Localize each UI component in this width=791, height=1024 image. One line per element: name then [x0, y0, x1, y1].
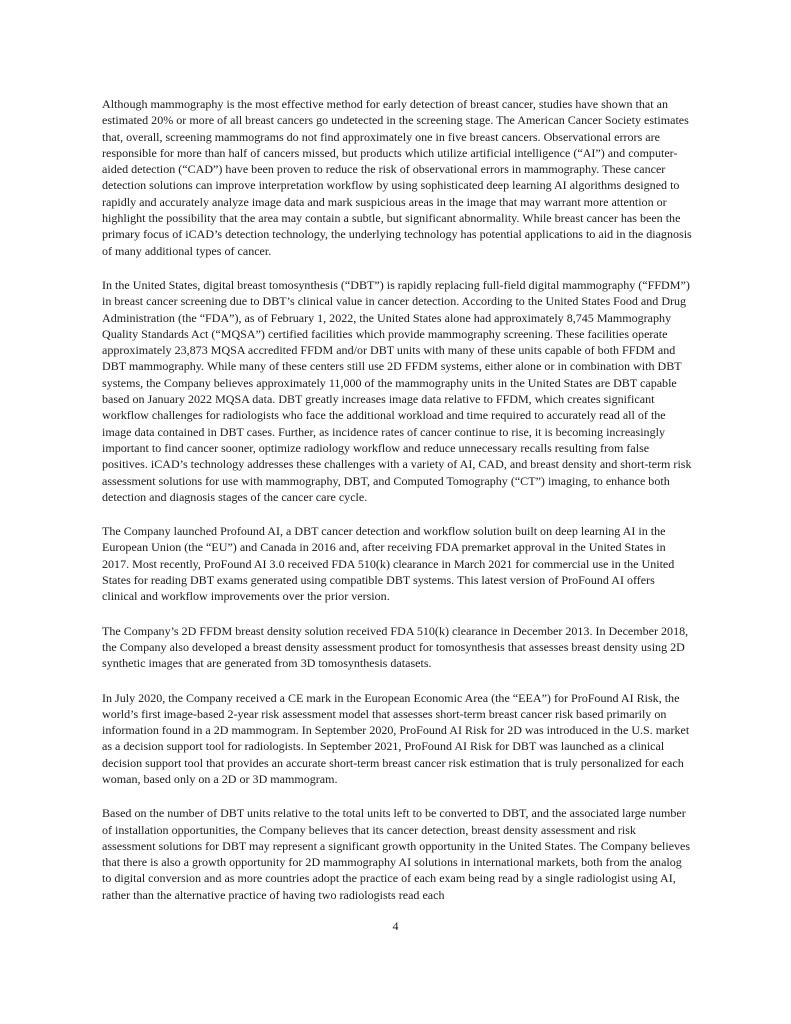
paragraph-risk-assessment: In July 2020, the Company received a CE mark in the European Economic Area (the “EEA”) for ProFound AI Risk, the world’s first image-based 2-year risk assessment model that assesses short-term breast cancer risk based primarily on information found in a 2D mammogram. In September 2020, ProFound AI Risk for 2D was introduced in the U.S. market as a decision support tool for radiologists. In September 2021, ProFound AI Risk for DBT was launched as a clinical decision support tool that provides an accurate short-term breast cancer risk estimation that is truly personalized for each woman, based only on a 2D or 3D mammogram.	[102, 690, 690, 786]
paragraph-breast-density: The Company’s 2D FFDM breast density solution received FDA 510(k) clearance in December 2013. In December 2018, the Company also developed a breast density assessment product for tomosynthesis that assesses breast density using 2D synthetic images that are generated from 3D tomosynthesis datasets.	[102, 623, 689, 671]
page-number: 4	[392, 919, 399, 933]
paragraph-mammography-overview: Although mammography is the most effective method for early detection of breast cancer, studies have shown that an estimated 20% or more of all breast cancers go undetected in the screening stage. The American Cancer Society estimates that, overall, screening mammograms do not find approximately one in five breast cancers. Observational errors are responsible for more than half of cancers missed, but products which utilize artificial intelligence (“AI”) and computer-aided detection (“CAD”) have been proven to reduce the risk of observational errors in mammography. These cancer detection solutions can improve interpretation workflow by using sophisticated deep learning AI algorithms designed to rapidly and accurately analyze image data and mark suspicious areas in the image that may warrant more attention or highlight the possibility that the area may contain a subtle, but significant abnormality. While breast cancer has been the primary focus of iCAD’s detection technology, the underlying technology has potential applications to aid in the diagnosis of many additional types of cancer.	[102, 97, 692, 258]
paragraph-dbt-market: In the United States, digital breast tomosynthesis (“DBT”) is rapidly replacing full-field digital mammography (“FFDM”) in breast cancer screening due to DBT’s clinical value in cancer detection. According to the United States Food and Drug Administration (the “FDA”), as of February 1, 2022, the United States alone had approximately 8,745 Mammography Quality Standards Act (“MQSA”) certified facilities which provide mammography screening. These facilities operate approximately 23,873 MQSA accredited FFDM and/or DBT units with many of these units capable of both FFDM and DBT mammography. While many of these centers still use 2D FFDM systems, either alone or in combination with DBT systems, the Company believes approximately 11,000 of the mammography units in the United States are DBT capable based on January 2022 MQSA data. DBT greatly increases image data relative to FFDM, which creates significant workflow challenges for radiologists who face the additional workload and time required to accurately read all of the image data contained in DBT cases. Further, as incidence rates of cancer continue to rise, it is becoming increasingly important to find cancer sooner, optimize radiology workflow and reduce unnecessary recalls resulting from false positives. iCAD’s technology addresses these challenges with a variety of AI, CAD, and breast density and short-term risk assessment solutions for use with mammography, DBT, and Computed Tomography (“CT”) imaging, to enhance both detection and diagnosis stages of the cancer care cycle.	[102, 277, 692, 504]
paragraph-profound-ai: The Company launched Profound AI, a DBT cancer detection and workflow solution built on deep learning AI in the European Union (the “EU”) and Canada in 2016 and, after receiving FDA premarket approval in the United States in 2017. Most recently, ProFound AI 3.0 received FDA 510(k) clearance in March 2021 for commercial use in the United States for reading DBT exams generated using compatible DBT systems. This latest version of ProFound AI offers clinical and workflow improvements over the prior version.	[102, 524, 675, 604]
body-text	[102, 96, 692, 921]
paragraph-growth-opportunity: Based on the number of DBT units relative to the total units left to be converted to DBT, and the associated large number of installation opportunities, the Company believes that its cancer detection, breast density assessment and risk assessment solutions for DBT may represent a significant growth opportunity in the United States. The Company believes that there is also a growth opportunity for 2D mammography AI solutions in international markets, both from the analog to digital conversion and as more countries adopt the practice of each exam being read by a single radiologist using AI, rather than the alternative practice of having two radiologists read each	[102, 806, 691, 902]
